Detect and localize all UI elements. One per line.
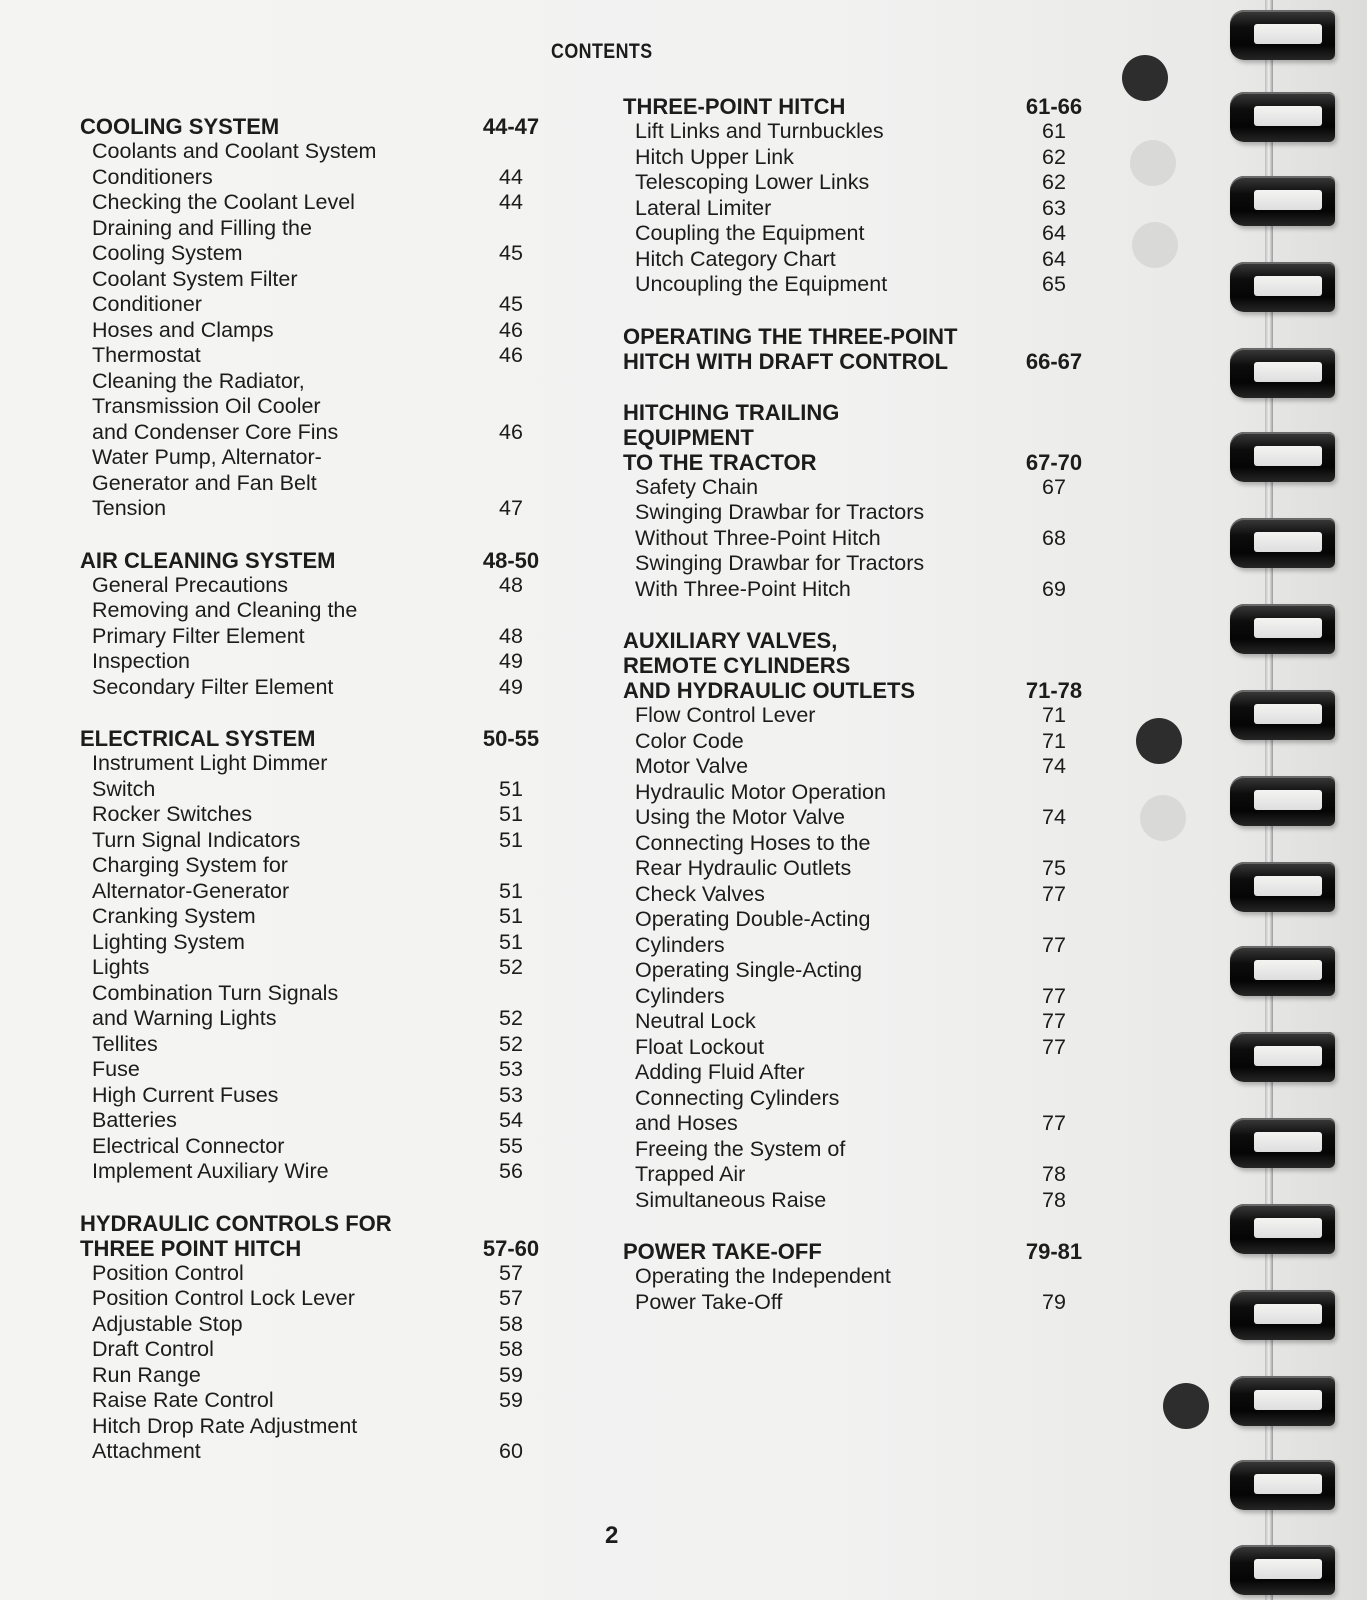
- binding-coil-ring: [1230, 1376, 1335, 1426]
- entry-title: Coolant System Filter Conditioner: [92, 266, 298, 316]
- toc-entry: [623, 475, 1093, 501]
- toc-entry: [80, 930, 550, 956]
- toc-entry: [80, 216, 550, 267]
- entry-title: Run Range: [92, 1362, 201, 1387]
- section-page-range: 67-70: [1025, 449, 1083, 475]
- section-title: HYDRAULIC CONTROLS FOR THREE POINT HITCH: [80, 1210, 392, 1261]
- toc-entry: [80, 955, 550, 981]
- punch-hole: [1130, 140, 1176, 186]
- section-heading-row: [623, 1239, 1093, 1264]
- entry-title: Adding Fluid After Connecting Cylinders and Hoses: [635, 1060, 840, 1135]
- entry-title: Operating Double-Acting Cylinders: [635, 907, 871, 957]
- entry-page-number: 62: [1042, 144, 1066, 169]
- toc-entry: [80, 1108, 550, 1134]
- toc-entry: [80, 190, 550, 216]
- toc-entry: [623, 551, 1093, 602]
- entry-page-number: 57: [499, 1260, 523, 1285]
- entry-page-number: 57: [499, 1286, 523, 1310]
- entry-page-number: 47: [499, 496, 523, 520]
- entry-page-number: 58: [499, 1311, 523, 1336]
- binding-coil-ring: [1230, 518, 1335, 568]
- entry-title: Hitch Category Chart: [635, 246, 836, 271]
- entry-title: Cleaning the Radiator, Transmission Oil Cooler and Condenser Core Fins: [92, 368, 339, 444]
- page-number: 2: [605, 1522, 619, 1549]
- binding-coil-ring: [1230, 262, 1335, 312]
- toc-entry: [623, 221, 1093, 247]
- toc-entry: [80, 1159, 550, 1185]
- entry-page-number: 67: [1042, 474, 1066, 499]
- entry-title: Batteries: [92, 1108, 177, 1132]
- toc-entry: [623, 170, 1093, 196]
- toc-entry: [80, 573, 550, 599]
- entry-page-number: 58: [499, 1337, 523, 1361]
- binding-coil-ring: [1230, 690, 1335, 740]
- entry-page-number: 62: [1042, 170, 1066, 194]
- entry-title: Tellites: [92, 1031, 158, 1056]
- toc-entry: [623, 1137, 1093, 1188]
- section-heading-row: [623, 94, 1093, 119]
- entry-title: Adjustable Stop: [92, 1311, 243, 1336]
- toc-entry: [623, 247, 1093, 273]
- entry-title: Flow Control Lever: [635, 703, 816, 727]
- entry-title: Charging System for Alternator-Generator: [92, 853, 290, 903]
- toc-entry: [80, 445, 550, 522]
- toc-section: [80, 114, 550, 522]
- toc-entry: [623, 1060, 1093, 1137]
- entry-title: Lateral Limiter: [635, 195, 772, 220]
- entry-page-number: 65: [1042, 272, 1066, 296]
- toc-entry: [80, 369, 550, 446]
- binding-coil-ring: [1230, 10, 1335, 60]
- entry-title: Hoses and Clamps: [92, 317, 274, 342]
- entry-page-number: 51: [499, 904, 523, 928]
- entry-title: Instrument Light Dimmer Switch: [92, 751, 328, 801]
- section-title: OPERATING THE THREE-POINT HITCH WITH DRAFT CONTROL: [623, 323, 958, 374]
- entry-page-number: 55: [499, 1133, 523, 1158]
- toc-entry: [80, 1363, 550, 1389]
- section-page-range: 61-66: [1025, 94, 1083, 119]
- entry-title: Water Pump, Alternator- Generator and Fan Belt Tension: [92, 445, 322, 520]
- section-heading-row: [623, 628, 1093, 703]
- entry-title: Check Valves: [635, 881, 765, 906]
- entry-title: Rocker Switches: [92, 802, 253, 826]
- entry-page-number: 44: [499, 190, 523, 214]
- entry-page-number: 48: [499, 623, 523, 648]
- section-heading-row: [623, 324, 1093, 374]
- entry-page-number: 49: [499, 649, 523, 673]
- toc-entry: [80, 343, 550, 369]
- punch-hole: [1163, 1383, 1209, 1429]
- entry-title: High Current Fuses: [92, 1082, 279, 1107]
- entry-page-number: 77: [1042, 1034, 1066, 1059]
- entry-page-number: 51: [499, 827, 523, 852]
- entry-title: Lift Links and Turnbuckles: [635, 119, 884, 143]
- toc-entry: [623, 119, 1093, 145]
- section-title: POWER TAKE-OFF: [623, 1239, 822, 1264]
- entry-page-number: 59: [499, 1362, 523, 1387]
- binding-coil-ring: [1230, 1204, 1335, 1254]
- entry-title: Connecting Hoses to the Rear Hydraulic Outlets: [635, 830, 871, 880]
- toc-section: [80, 726, 550, 1185]
- section-title: THREE-POINT HITCH: [623, 94, 846, 119]
- entry-title: Checking the Coolant Level: [92, 190, 355, 214]
- entry-title: Lights: [92, 955, 150, 979]
- entry-page-number: 63: [1042, 195, 1066, 220]
- toc-entry: [623, 500, 1093, 551]
- entry-page-number: 45: [499, 292, 523, 316]
- punch-hole: [1122, 55, 1168, 101]
- entry-page-number: 53: [499, 1057, 523, 1081]
- entry-page-number: 61: [1042, 119, 1066, 143]
- entry-title: Simultaneous Raise: [635, 1187, 827, 1212]
- entry-title: Raise Rate Control: [92, 1388, 274, 1412]
- binding-coil-ring: [1230, 946, 1335, 996]
- entry-page-number: 54: [499, 1108, 523, 1132]
- entry-page-number: 75: [1042, 856, 1066, 880]
- toc-entry: [623, 780, 1093, 831]
- entry-page-number: 53: [499, 1082, 523, 1107]
- entry-title: Inspection: [92, 649, 191, 673]
- section-page-range: 48-50: [482, 547, 540, 573]
- binding-coil-ring: [1230, 1032, 1335, 1082]
- entry-page-number: 51: [499, 776, 523, 801]
- section-heading-row: [80, 114, 550, 139]
- binding-coil-ring: [1230, 1460, 1335, 1510]
- binding-coil-ring: [1230, 604, 1335, 654]
- entry-title: Electrical Connector: [92, 1133, 285, 1158]
- section-page-range: 44-47: [482, 114, 540, 139]
- toc-entry: [80, 1286, 550, 1312]
- entry-page-number: 77: [1042, 881, 1066, 906]
- toc-left-column: [80, 114, 550, 1491]
- toc-entry: [80, 649, 550, 675]
- toc-entry: [80, 828, 550, 854]
- section-title: AIR CLEANING SYSTEM: [80, 547, 336, 573]
- entry-title: Implement Auxiliary Wire: [92, 1159, 329, 1183]
- entry-page-number: 64: [1042, 246, 1066, 271]
- contents-heading: CONTENTS: [551, 40, 653, 63]
- punch-hole: [1136, 718, 1182, 764]
- entry-title: Fuse: [92, 1057, 140, 1081]
- entry-page-number: 48: [499, 572, 523, 597]
- toc-section: [623, 1239, 1093, 1315]
- section-page-range: 57-60: [482, 1235, 540, 1261]
- entry-page-number: 49: [499, 674, 523, 699]
- entry-title: Turn Signal Indicators: [92, 827, 301, 852]
- entry-page-number: 60: [499, 1439, 523, 1463]
- entry-title: Position Control Lock Lever: [92, 1286, 355, 1310]
- entry-title: Telescoping Lower Links: [635, 170, 870, 194]
- toc-entry: [80, 1312, 550, 1338]
- toc-entry: [623, 729, 1093, 755]
- toc-section: [623, 94, 1093, 298]
- binding-coil-ring: [1230, 432, 1335, 482]
- toc-entry: [80, 1337, 550, 1363]
- punch-hole: [1140, 795, 1186, 841]
- entry-title: General Precautions: [92, 572, 288, 597]
- toc-section: [623, 400, 1093, 603]
- entry-title: Combination Turn Signals and Warning Lights: [92, 980, 339, 1030]
- entry-title: Thermostat: [92, 343, 201, 367]
- entry-page-number: 52: [499, 955, 523, 979]
- toc-entry: [623, 831, 1093, 882]
- toc-entry: [623, 196, 1093, 222]
- entry-page-number: 79: [1042, 1289, 1066, 1314]
- toc-entry: [80, 598, 550, 649]
- toc-entry: [80, 981, 550, 1032]
- binding-coil-ring: [1230, 1118, 1335, 1168]
- entry-title: Coupling the Equipment: [635, 221, 865, 245]
- entry-page-number: 56: [499, 1159, 523, 1183]
- toc-entry: [623, 1188, 1093, 1214]
- toc-entry: [623, 1009, 1093, 1035]
- entry-title: Lighting System: [92, 929, 245, 954]
- entry-page-number: 52: [499, 1006, 523, 1030]
- entry-page-number: 71: [1042, 703, 1066, 727]
- toc-entry: [80, 751, 550, 802]
- section-title: AUXILIARY VALVES, REMOTE CYLINDERS AND HYDRAULIC OUTLETS: [623, 628, 916, 703]
- section-heading-row: [80, 726, 550, 751]
- binding-coil-ring: [1230, 776, 1335, 826]
- entry-title: Neutral Lock: [635, 1009, 756, 1033]
- entry-page-number: 59: [499, 1388, 523, 1412]
- entry-title: Draining and Filling the Cooling System: [92, 215, 312, 265]
- toc-entry: [80, 1134, 550, 1160]
- entry-title: Secondary Filter Element: [92, 674, 334, 699]
- toc-entry: [623, 272, 1093, 298]
- entry-title: Swinging Drawbar for Tractors With Three-Point Hitch: [635, 551, 925, 601]
- binding-coil-ring: [1230, 862, 1335, 912]
- section-page-range: 50-55: [482, 726, 540, 751]
- toc-entry: [80, 1032, 550, 1058]
- entry-page-number: 78: [1042, 1187, 1066, 1212]
- entry-title: Swinging Drawbar for Tractors Without Three-Point Hitch: [635, 500, 925, 550]
- binding-coil-ring: [1230, 1545, 1335, 1595]
- entry-page-number: 51: [499, 929, 523, 954]
- toc-entry: [80, 267, 550, 318]
- entry-title: Coolants and Coolant System Conditioners: [92, 139, 377, 189]
- entry-title: Freeing the System of Trapped Air: [635, 1136, 846, 1186]
- entry-title: Removing and Cleaning the Primary Filter Element: [92, 598, 358, 648]
- entry-page-number: 52: [499, 1031, 523, 1056]
- section-page-range: 71-78: [1025, 678, 1083, 703]
- entry-page-number: 77: [1042, 1009, 1066, 1033]
- toc-section: [80, 1211, 550, 1465]
- toc-entry: [80, 675, 550, 701]
- toc-right-column: [623, 94, 1093, 1341]
- toc-entry: [623, 1264, 1093, 1315]
- binding-coil-ring: [1230, 92, 1335, 142]
- toc-entry: [80, 139, 550, 190]
- entry-title: Operating Single-Acting Cylinders: [635, 958, 863, 1008]
- section-heading-row: [80, 1211, 550, 1261]
- section-heading-row: [80, 548, 550, 573]
- toc-entry: [80, 1414, 550, 1465]
- section-heading-row: [623, 400, 1093, 475]
- entry-title: Hitch Drop Rate Adjustment Attachment: [92, 1413, 358, 1463]
- toc-entry: [623, 1035, 1093, 1061]
- toc-entry: [80, 1083, 550, 1109]
- binding-coil-ring: [1230, 176, 1335, 226]
- spiral-binding: [1120, 0, 1367, 1600]
- entry-page-number: 51: [499, 802, 523, 826]
- toc-section: [623, 628, 1093, 1213]
- entry-page-number: 44: [499, 164, 523, 189]
- section-title: HITCHING TRAILING EQUIPMENT TO THE TRACTOR: [623, 399, 840, 475]
- entry-page-number: 71: [1042, 728, 1066, 753]
- toc-entry: [80, 1261, 550, 1287]
- entry-title: Safety Chain: [635, 474, 759, 499]
- entry-page-number: 68: [1042, 525, 1066, 550]
- entry-page-number: 46: [499, 419, 523, 444]
- entry-page-number: 64: [1042, 221, 1066, 245]
- entry-page-number: 77: [1042, 932, 1066, 957]
- section-page-range: 79-81: [1025, 1239, 1083, 1264]
- entry-title: Hitch Upper Link: [635, 144, 794, 169]
- entry-page-number: 51: [499, 878, 523, 903]
- binding-coil-ring: [1230, 1290, 1335, 1340]
- entry-page-number: 74: [1042, 805, 1066, 829]
- section-title: COOLING SYSTEM: [80, 114, 280, 139]
- entry-title: Hydraulic Motor Operation Using the Motor Valve: [635, 779, 886, 829]
- entry-page-number: 45: [499, 241, 523, 265]
- toc-entry: [623, 907, 1093, 958]
- toc-section: [623, 324, 1093, 374]
- entry-title: Position Control: [92, 1260, 244, 1285]
- toc-entry: [80, 1388, 550, 1414]
- entry-page-number: 46: [499, 343, 523, 367]
- punch-hole: [1132, 222, 1178, 268]
- toc-entry: [80, 1057, 550, 1083]
- entry-title: Motor Valve: [635, 754, 749, 778]
- entry-page-number: 69: [1042, 576, 1066, 601]
- entry-title: Float Lockout: [635, 1034, 765, 1059]
- entry-title: Uncoupling the Equipment: [635, 272, 888, 296]
- section-title: ELECTRICAL SYSTEM: [80, 726, 316, 751]
- toc-entry: [80, 802, 550, 828]
- toc-entry: [623, 882, 1093, 908]
- section-page-range: 66-67: [1025, 348, 1083, 374]
- entry-page-number: 77: [1042, 983, 1066, 1008]
- entry-page-number: 78: [1042, 1162, 1066, 1186]
- toc-entry: [80, 853, 550, 904]
- toc-entry: [80, 904, 550, 930]
- entry-title: Color Code: [635, 728, 744, 753]
- entry-page-number: 46: [499, 317, 523, 342]
- entry-page-number: 77: [1042, 1111, 1066, 1135]
- toc-entry: [623, 754, 1093, 780]
- entry-title: Cranking System: [92, 904, 256, 928]
- entry-title: Draft Control: [92, 1337, 214, 1361]
- toc-section: [80, 548, 550, 701]
- toc-entry: [623, 958, 1093, 1009]
- toc-entry: [623, 145, 1093, 171]
- binding-coil-ring: [1230, 348, 1335, 398]
- entry-title: Operating the Independent Power Take-Off: [635, 1264, 891, 1314]
- toc-entry: [80, 318, 550, 344]
- entry-page-number: 74: [1042, 754, 1066, 778]
- toc-entry: [623, 703, 1093, 729]
